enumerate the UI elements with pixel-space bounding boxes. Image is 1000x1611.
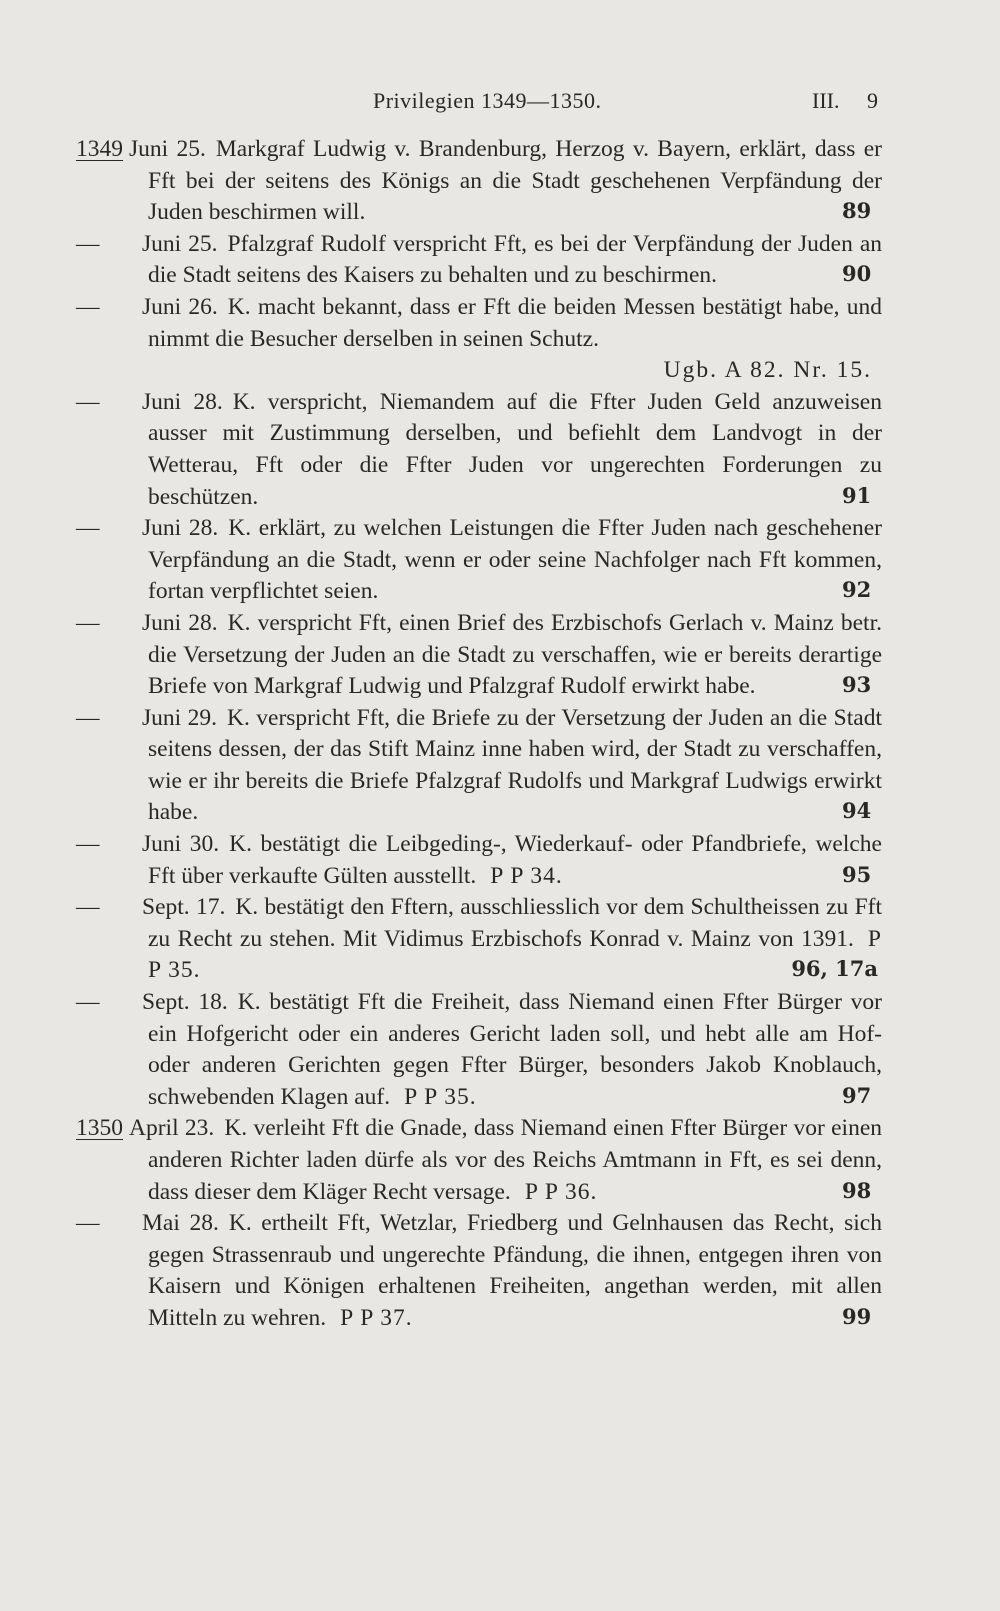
entry-text: Pfalzgraf Rudolf verspricht Fft, es bei der Verpfändung der Juden an die Stadt seitens des Kaisers zu behalten und zu beschirmen. [148,230,882,289]
entry-text: K. verspricht Fft, einen Brief des Erzbischofs Gerlach v. Mainz betr. die Versetzung der Juden an die Stadt zu verschaffen, wie er bereits derartige Briefe von Markgraf Ludwig und Pfalzgraf Rudolf erwirkt habe. [148,609,882,700]
regest-entry: — Juni 28. K. verspricht, Niemandem auf die Ffter Juden Geld anzuweisen ausser mit Zustimmung derselben, und befiehlt dem Landvogt in der Wetterau, Fft oder die Ffter Juden vor ungerechten Forderungen zu beschützen. 91 [76,388,882,510]
regest-entry: — Juni 28. K. verspricht Fft, einen Brief des Erzbischofs Gerlach v. Mainz betr. die Versetzung der Juden an die Stadt zu verschaffen, wie er bereits derartige Briefe von Markgraf Ludwig und Pfalzgraf Rudolf erwirkt habe. 93 [76,609,882,700]
entry-dash: — [76,230,100,257]
entry-text: K. ertheilt Fft, Wetzlar, Friedberg und Gelnhausen das Recht, sich gegen Strassenraub und ungerechte Pfändung, die ihnen, entgegen ihren von Kaisern und Königen erhaltenen Freiheiten, angethan werden, mit allen Mitteln zu wehren. [148,1210,882,1331]
entry-text: K. verspricht Fft, die Briefe zu der Versetzung der Juden an die Stadt seitens dessen, der das Stift Mainz inne haben wird, der Stadt zu verschaffen, wie er ihr bereits die Briefe Pfalzgraf Rudolfs und Markgraf Ludwigs erwirkt habe. [148,704,882,826]
running-header [0,84,1000,116]
regest-entry [76,292,882,387]
regest-entry: — Juni 30. K. bestätigt die Leibgeding-, Wiederkauf- oder Pfandbriefe, welche Fft über verkaufte Gülten ausstellt. P P 34. 95 [76,831,882,889]
entry-date: Juni 25. [142,230,218,257]
entry-number: 96, 17a [791,956,878,982]
entry-dash: — [76,704,100,731]
entry-date: Mai 28. [142,1210,219,1237]
header-section: III. [812,88,840,113]
regest-list [76,134,882,1335]
header-title: Privilegien 1349—1350. [373,88,602,113]
regest-entry: — Juni 25. Pfalzgraf Rudolf verspricht Fft, es bei der Verpfändung der Juden an die Stadt seitens des Kaisers zu behalten und zu beschirmen. 90 [76,230,882,289]
entry-dash: — [76,989,100,1016]
regest-entry: — Sept. 18. K. bestätigt Fft die Freiheit, dass Niemand einen Ffter Bürger vor ein Hofgericht oder ein anderes Gericht laden soll, und hebt alle am Hof- oder anderen Gerichten gegen Ffter Bürger, besonders Jakob Knoblauch, schwebenden Klagen auf. P P 35. 97 [76,989,882,1110]
entry-date: Juni 25. [129,136,206,162]
entry-text: K. macht bekannt, dass er Fft die beiden Messen bestätigt habe, und nimmt die Besucher derselben in seinen Schutz. [148,293,882,352]
entry-date: Juni 30. [142,831,220,858]
entry-date: Juni 28. [142,388,223,415]
entry-dash: — [76,609,100,636]
regest-entry: — Juni 29. K. verspricht Fft, die Briefe zu der Versetzung der Juden an die Stadt seitens dessen, der das Stift Mainz inne haben wird, der Stadt zu verschaffen, wie er ihr bereits die Briefe Pfalzgraf Rudolfs und Markgraf Ludwigs erwirkt habe. 94 [76,704,882,826]
entry-dash: — [76,515,100,542]
entry-dash: — [76,831,100,858]
regest-entry: — Mai 28. K. ertheilt Fft, Wetzlar, Friedberg und Gelnhausen das Recht, sich gegen Strassenraub und ungerechte Pfändung, die ihnen, entgegen ihren von Kaisern und Königen erhaltenen Freiheiten, angethan werden, mit allen Mitteln zu wehren. P P 37. 99 [76,1210,882,1331]
entry-dash: — [76,293,100,320]
entry-pp-reference: P P 35. [404,1083,477,1110]
entry-pp-reference: P P 36. [524,1178,598,1205]
entry-dash: — [76,388,100,415]
entry-text: K. bestätigt den Fftern, ausschliesslich vor dem Schultheissen zu Fft zu Recht zu stehen. Mit Vidimus Erzbischofs Konrad v. Mainz von 1391. [148,894,882,952]
entry-pp-reference: P P 34. [490,862,563,889]
entry-text: K. erklärt, zu welchen Leistungen die Ffter Juden nach geschehener Verpfändung an die Stadt, wenn er oder seine Nachfolger nach Fft kommen, fortan verpflichtet seien. [148,515,882,605]
regest-entry: 1349 Juni 25. Markgraf Ludwig v. Brandenburg, Herzog v. Bayern, erklärt, dass er Fft bei der seitens des Königs an die Stadt geschehenen Verpfändung der Juden beschirmen will. 89 [76,136,882,226]
regest-entry: 1350 April 23. K. verleiht Fft die Gnade, dass Niemand einen Ffter Bürger vor einen anderen Richter laden dürfe als vor des Reichs Amtmann in Fft, es sei denn, dass dieser dem Kläger Recht versage. P P 36. 98 [76,1115,882,1205]
regest-entry: — Juni 28. K. erklärt, zu welchen Leistungen die Ffter Juden nach geschehener Verpfändung an die Stadt, wenn er oder seine Nachfolger nach Fft kommen, fortan verpflichtet seien. 92 [76,515,882,605]
entry-text: K. verspricht, Niemandem auf die Ffter Juden Geld anzuweisen ausser mit Zustimmung derselben, und befiehlt dem Landvogt in der Wetterau, Fft oder die Ffter Juden vor ungerechten Forderungen zu beschützen. [148,388,882,510]
entry-dash: — [76,894,100,921]
entry-pp-reference: P P 35. [148,925,882,984]
entry-text: K. bestätigt die Leibgeding-, Wiederkauf- oder Pfandbriefe, welche Fft über verkaufte Gülten ausstellt. [148,831,882,889]
entry-year: 1350 [76,1115,123,1142]
entry-date: Juni 26. [142,293,218,320]
entry-pp-reference: P P 37. [340,1304,413,1331]
entry-dash: — [76,1210,100,1237]
entry-year: 1349 [76,136,123,162]
entry-date: Sept. 17. [142,894,226,921]
entry-date: Juni 29. [142,704,217,731]
entry-date: April 23. [129,1115,215,1142]
entry-text: K. bestätigt Fft die Freiheit, dass Niemand einen Ffter Bürger vor ein Hofgericht oder ein anderes Gericht laden soll, und hebt alle am Hof- oder anderen Gerichten gegen Ffter Bürger, besonders Jakob Knoblauch, schwebenden Klagen auf. [148,989,882,1110]
entry-date: Juni 28. [142,609,218,636]
entry-reference: Ugb. A 82. Nr. 15. [663,357,872,384]
entry-text: K. verleiht Fft die Gnade, dass Niemand einen Ffter Bürger vor einen anderen Richter laden dürfe als vor des Reichs Amtmann in Fft, es sei denn, dass dieser dem Kläger Recht versage. [148,1115,882,1205]
page-number: 9 [867,88,878,113]
regest-entry [76,892,882,987]
entry-text: Markgraf Ludwig v. Brandenburg, Herzog v. Bayern, erklärt, dass er Fft bei der seitens des Königs an die Stadt geschehenen Verpfändung der Juden beschirmen will. [148,136,882,226]
entry-date: Juni 28. [142,515,219,542]
entry-date: Sept. 18. [142,989,228,1016]
